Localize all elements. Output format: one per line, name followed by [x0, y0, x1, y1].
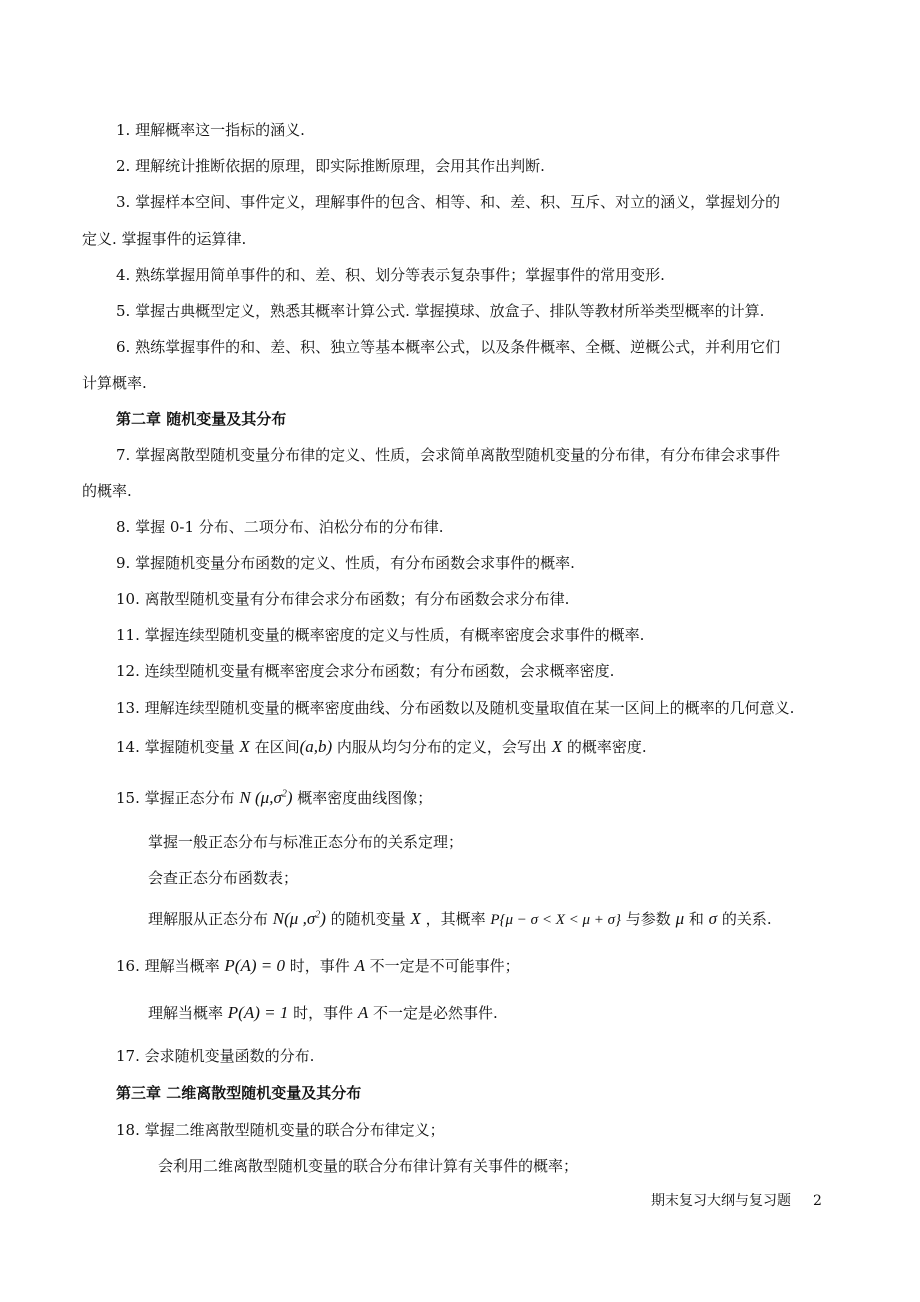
- math-mu: μ: [675, 909, 685, 928]
- math-probability: P{μ − σ < X < μ + σ}: [490, 912, 622, 928]
- item-11: 11. 掌握连续型随机变量的概率密度的定义与性质，有概率密度会求事件的概率.: [116, 626, 645, 644]
- chapter-3-heading: 第三章 二维离散型随机变量及其分布: [116, 1084, 362, 1102]
- item-14-text: 的概率密度.: [562, 738, 647, 756]
- item-15d-text: ，其概率: [420, 910, 491, 928]
- math-normal-dist: N(μ $,\sigma^2$): [272, 909, 326, 928]
- item-15d-text: 和: [684, 910, 709, 928]
- item-16-text: 时，事件: [284, 957, 355, 975]
- item-16-text: 不一定是不可能事件；: [364, 957, 520, 975]
- page-footer: [651, 1191, 822, 1211]
- math-prob-zero: P(A) = 0: [224, 956, 285, 975]
- item-16: [116, 956, 520, 976]
- item-4: 4. 熟练掌握用简单事件的和、差、积、划分等表示复杂事件；掌握事件的常用变形.: [116, 266, 665, 284]
- item-8: 8. 掌握 0-1 分布、二项分布、泊松分布的分布律.: [116, 518, 444, 536]
- math-prob-one: P(A) = 1: [227, 1003, 289, 1022]
- item-15d-text: 的随机变量: [325, 910, 411, 928]
- item-15: [116, 788, 432, 808]
- item-7: 7. 掌握离散型随机变量分布律的定义、性质，会求简单离散型随机变量的分布律，有分布律会求事件: [116, 446, 781, 464]
- math-a: A: [357, 1003, 369, 1022]
- item-1: 1. 理解概率这一指标的涵义.: [116, 121, 305, 139]
- item-7-continued: 的概率.: [82, 482, 132, 500]
- item-15-text: 15. 掌握正态分布: [116, 789, 240, 807]
- item-15-b: 掌握一般正态分布与标准正态分布的关系定理；: [148, 833, 464, 851]
- item-18: 18. 掌握二维离散型随机变量的联合分布律定义；: [116, 1121, 445, 1139]
- item-16b-text: 理解当概率: [148, 1004, 228, 1022]
- item-3: 3. 掌握样本空间、事件定义，理解事件的包含、相等、和、差、积、互斥、对立的涵义，掌握划分的: [116, 193, 781, 211]
- chapter-2-heading: 第二章 随机变量及其分布: [116, 410, 287, 428]
- item-17: 17. 会求随机变量函数的分布.: [116, 1047, 315, 1065]
- math-x: X: [410, 909, 421, 928]
- math-normal-dist: N $(\mu,\sigma^2)$: [239, 788, 293, 807]
- item-15-c: 会查正态分布函数表；: [148, 869, 299, 887]
- math-a: A: [354, 956, 365, 975]
- item-2: 2. 理解统计推断依据的原理，即实际推断原理，会用其作出判断.: [116, 157, 545, 175]
- math-x: X: [239, 737, 250, 756]
- item-9: 9. 掌握随机变量分布函数的定义、性质，有分布函数会求事件的概率.: [116, 554, 575, 572]
- math-interval: (a,b): [299, 737, 333, 756]
- item-15-text: 概率密度曲线图像；: [292, 789, 433, 807]
- item-13: 13. 理解连续型随机变量的概率密度曲线、分布函数以及随机变量取值在某一区间上的概率的几何意义.: [116, 699, 795, 717]
- page-number: 2: [813, 1193, 822, 1209]
- item-10: 10. 离散型随机变量有分布律会求分布函数；有分布函数会求分布律.: [116, 590, 570, 608]
- item-6-continued: 计算概率.: [82, 374, 147, 392]
- item-16b-text: 时，事件: [288, 1004, 358, 1022]
- item-15d-text: 的关系.: [717, 910, 772, 928]
- item-15-d: [148, 909, 772, 930]
- item-15d-text: 理解服从正态分布: [148, 910, 273, 928]
- item-15d-text: 与参数: [621, 910, 676, 928]
- item-14-text: 14. 掌握随机变量: [116, 738, 240, 756]
- item-18-b: 会利用二维离散型随机变量的联合分布律计算有关事件的概率；: [158, 1157, 579, 1175]
- math-x: X: [551, 737, 563, 756]
- item-14-text: 在区间: [249, 738, 300, 756]
- item-5: 5. 掌握古典概型定义，熟悉其概率计算公式. 掌握摸球、放盒子、排队等教材所举类型概率的计算.: [116, 302, 765, 320]
- item-14-text: 内服从均匀分布的定义，会写出: [332, 738, 552, 756]
- footer-title: 期末复习大纲与复习题: [651, 1193, 791, 1209]
- item-3-continued: 定义. 掌握事件的运算律.: [82, 230, 247, 248]
- item-16b-text: 不一定是必然事件.: [368, 1004, 498, 1022]
- item-16-b: [148, 1003, 498, 1023]
- item-12: 12. 连续型随机变量有概率密度会求分布函数；有分布函数，会求概率密度.: [116, 662, 615, 680]
- math-sigma: σ: [708, 909, 718, 928]
- item-16-text: 16. 理解当概率: [116, 957, 225, 975]
- item-6: 6. 熟练掌握事件的和、差、积、独立等基本概率公式，以及条件概率、全概、逆概公式，并利用它们: [116, 338, 781, 356]
- item-14: [116, 737, 647, 757]
